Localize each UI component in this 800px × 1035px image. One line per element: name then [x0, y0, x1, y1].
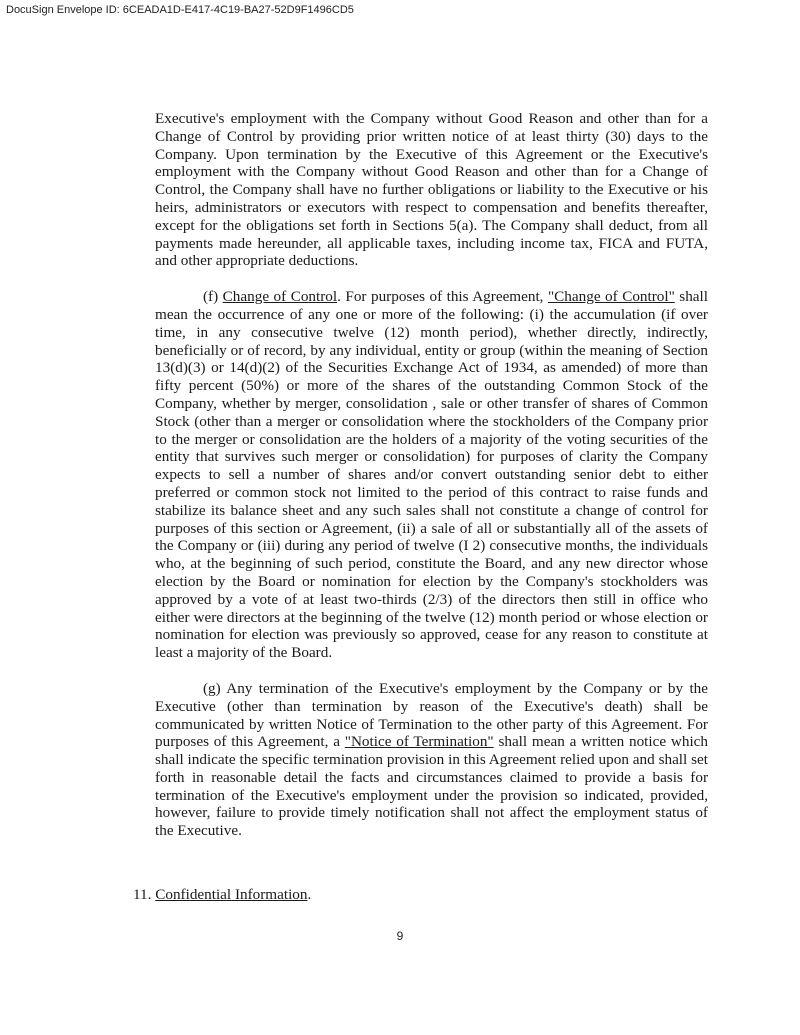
paragraph-f-text: shall mean the occurrence of any one or more of the following: (i) the accumulation (if over time, in any consecutive twelve (12) month period), whether directly, indirectly, beneficially or of record, by any individual, entity or group (within the meaning of Section 13(d)(3) or 14(d)(2) of the Securities Exchange Act of 1934, as amended) of more than fifty percent (50%) or more of the shares of the outstanding Common Stock of the Company, whether by merger, consolidation , sale or other transfer of shares of Common Stock (other than a merger or consolidation where the stockholders of the Company prior to the merger or consolidation are the holders of a majority of the voting securities of the entity that survives such merger or consolidation) for purposes of clarity the Company expects to sell a number of shares and/or convert outstanding senior debt to either preferred or common stock not limited to the period of this contract to raise funds and stabilize its balance sheet and any such sales shall not constitute a change of control for purposes of this section or Agreement, (ii) a sale of all or substantially all of the assets of the Company or (iii) during any period of twelve (I 2) consecutive months, the individuals who, at the beginning of such period, constitute the Board, and any new director whose election by the Board or nomination for election by the Company's stockholders was approved by a vote of at least two-thirds (2/3) of the directors then still in office who either were directors at the beginning of the twelve (12) month period or whose election or nomination for election was previously so approved, cease for any reason to constitute at least a majority of the Board.	[155, 288, 708, 662]
paragraph-g-text-after: shall mean a written notice which shall indicate the specific termination provision in this Agreement relied upon and shall set forth in reasonable detail the facts and circumstances claimed to provide a basis for termination of the Executive's employment under the provision so indicated, provided, however, failure to provide timely notification shall not affect the employment status of the Executive.	[155, 733, 708, 840]
paragraph-f-mid: . For purposes of this Agreement,	[337, 288, 548, 306]
paragraph-g-text-before: (g) Any termination of the Executive's employment by the Company or by the Executive (other than termination by reason of the Executive's death) shall be communicated by written Notice of Termination to the other party of this Agreement. For purposes of this Agreement, a	[155, 679, 708, 751]
paragraph-f-prefix: (f)	[203, 288, 223, 306]
envelope-id: DocuSign Envelope ID: 6CEADA1D-E417-4C19-BA27-52D9F1496CD5	[6, 4, 354, 16]
paragraph-e-continuation: Executive's employment with the Company without Good Reason and other than for a Change of Control by providing prior written notice of at least thirty (30) days to the Company. Upon termination by the Executive of this Agreement or the Executive's employment with the Company without Good Reason and other than for a Change of Control, the Company shall have no further obligations or liability to the Executive or his heirs, administrators or executors with respect to compensation and benefits thereafter, except for the obligations set forth in Sections 5(a). The Company shall deduct, from all payments made hereunder, all applicable taxes, including income tax, FICA and FUTA, and other appropriate deductions.	[155, 110, 708, 270]
document-body	[155, 110, 708, 858]
notice-of-termination-term: "Notice of Termination"	[344, 733, 494, 751]
section-11-number: 11.	[133, 886, 156, 903]
page-number: 9	[396, 929, 404, 943]
paragraph-f	[155, 288, 708, 662]
change-of-control-term: "Change of Control"	[547, 288, 675, 306]
section-11-suffix: .	[307, 886, 312, 903]
section-11-title: Confidential Information	[155, 886, 308, 903]
section-11-heading	[133, 886, 311, 904]
paragraph-g	[155, 680, 708, 840]
change-of-control-heading: Change of Control	[222, 288, 338, 306]
